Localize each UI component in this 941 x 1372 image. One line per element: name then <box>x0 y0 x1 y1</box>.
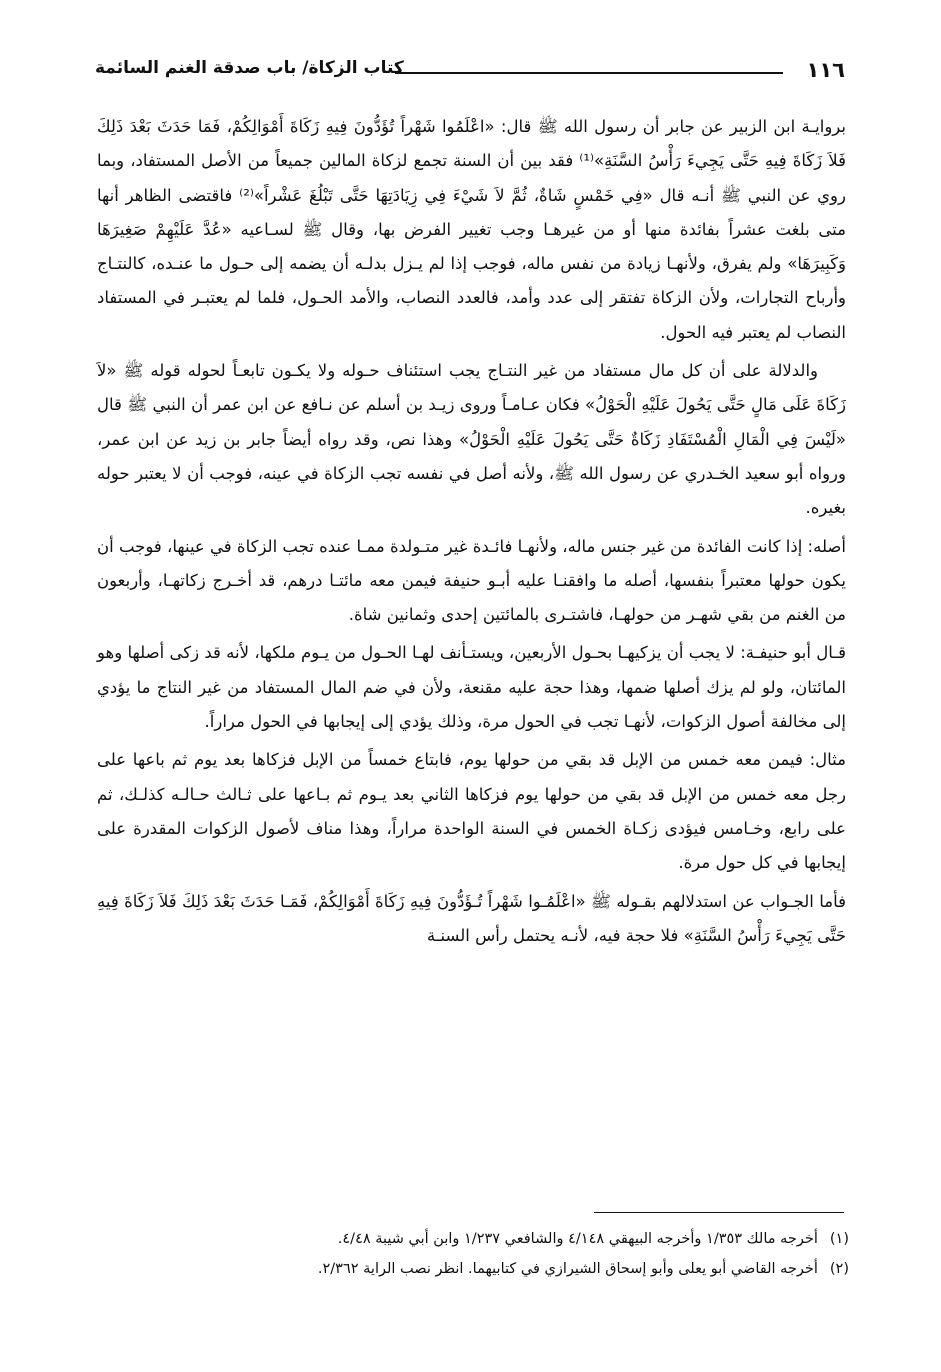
footnotes <box>97 1224 849 1284</box>
main-text <box>97 110 846 953</box>
paragraph-5: مثال: فيمن معه خمس من الإبل قد بقي من حولها يوم، فابتاع خمساً من الإبل فزكاها بعد يوم ثم باعها على رجل معه خمس من الإبل قد بقي من حولها يوم فزكاها الثاني بعد يـوم ثم بـاعها على ثـالث حـالـه كذلـك، ثم على رابع، وخـامس فيؤدى زكـاة الخمس في السنة الواحدة مراراً، وهذا مناف لأصول الزكوات المقدرة على إيجابها في كل حول مرة. <box>97 750 846 873</box>
paragraph-1: بروايـة ابن الزبير عن جابر أن رسول الله ﷺ قال: «اعْلَمُوا شَهْراً تُؤَدُّونَ فِيهِ زَكَاةَ أَمْوَالِكُمْ، فَمَا حَدَثَ بَعْدَ ذَلِكَ فَلاَ زَكَاةَ فِيهِ حَتَّى يَجِيءَ رَأْسُ السَّنَةِ»⁽¹⁾ فقد بين أن السنة تجمع لزكاة المالين جميعاً من الأصل المستفاد، وبما روي عن النبي ﷺ أنـه قال «فِي خَمْسٍ شَاةٌ، ثُمَّ لاَ شَيْءَ فِي زِيَادَتِهَا حَتَّى تَبْلُغَ عَشْراً»⁽²⁾ فاقتضى الظاهر أنها متى بلغت عشراً بفائدة منها أو من غيرهـا وجب تغيير الفرض بها، وقال ﷺ لسـاعيه «عُدَّ عَلَيْهِمْ صَغِيرَهَا وَكَبِيرَهَا» ولم يفرق، ولأنهـا زيادة من نفس ماله، فوجب إذا لم يـزل بدلـه أن يضمه إلى حـول ما عنـده، كالنتـاج وأرباح التجارات، ولأن الزكاة تفتقر إلى عدد وأمد، فالعدد النصاب، والأمد الحـول، فلما لم يعتبـر في المستفاد النصاب لم يعتبر فيه الحول. <box>97 117 846 342</box>
running-header <box>95 58 845 92</box>
paragraph-3: أصله: إذا كانت الفائدة من غير جنس ماله، ولأنهـا فائـدة غير متـولدة ممـا عنده تجب الزكاة في عينها، فوجب أن يكون حولها معتبراً بنفسها، أصله ما وافقنـا عليه أبـو حنيفة فيمن معه مائتـا درهم، قد أخـرج زكاتهـا، وأربعون من الغنم من بقي شهـر من حولهـا، فاشتـرى بالمائتين إحدى وثمانين شاة. <box>97 536 846 625</box>
footnote-separator <box>594 1212 844 1213</box>
footnote-text: أخرجه مالك ١/٣٥٣ وأخرجه البيهقي ٤/١٤٨ والشافعي ١/٢٣٧ وابن أبي شيبة ٤/٤٨. <box>337 1231 818 1247</box>
page-number: ١١٦ <box>806 58 845 82</box>
paragraph-6: فأما الجـواب عن استدلالهم بقـوله ﷺ «اعْلَمُـوا شَهْراً تُـؤَدُّونَ فِيهِ زَكَاةَ أَمْوَالِكُمْ، فَمَـا حَدَثَ بَعْدَ ذَلِكَ فَلاَ زَكَاةَ فِيهِ حَتَّى يَجِيءَ رَأْسُ السَّنَةِ» فلا حجة فيه، لأنـه يحتمل رأس السنـة <box>97 891 846 945</box>
footnote-2 <box>97 1254 849 1284</box>
paragraph-4: قـال أبو حنيفـة: لا يجب أن يزكيهـا بحـول الأربعين، ويستـأنف لهـا الحـول من يـوم ملكها، لأنه قد زكى أصلها وهو المائتان، ولو لم يزك أصلها ضمها، وهذا حجة عليه مقنعة، ولأن في ضم المال المستفاد من غير النتاج ما يؤدي إلى مخالفة أصول الزكوات، لأنهـا تجب في الحول مرة، وذلك يؤدي إلى إيجابها في الحول مراراً. <box>97 643 846 732</box>
header-rule <box>395 72 783 74</box>
footnote-text: أخرجه القاضي أبو يعلى وأبو إسحاق الشيرازي في كتابيهما. انظر نصب الراية ٢/٣٦٢. <box>317 1261 818 1277</box>
footnote-marker: (٢) <box>829 1261 849 1277</box>
footnote-1 <box>97 1224 849 1254</box>
footnote-marker: (١) <box>829 1231 849 1247</box>
paragraph-2: والدلالة على أن كل مال مستفاد من غير النتـاج يجب استئناف حـوله ولا يكـون تابعـاً لحوله قوله ﷺ «لاَ زَكَاةَ عَلَى مَالٍ حَتَّى يَحُولَ عَلَيْهِ الْحَوْلُ» فكان عـامـاً وروى زيـد بن أسلم عن نـافع عن ابن عمر أن النبي ﷺ قال «لَيْسَ فِي الْمَالِ الْمُسْتَفَادِ زَكَاةٌ حَتَّى يَحُولَ عَلَيْهِ الْحَوْلُ» وهذا نص، وقد رواه أيضاً جابر بن زيد عن ابن عمر، ورواه أبو سعيد الخـدري عن رسول الله ﷺ، ولأنه أصل في نفسه تجب الزكاة في عينه، فوجب أن لا يعتبر حوله بغيره. <box>97 361 846 518</box>
running-title: كتاب الزكاة/ باب صدقة الغنم السائمة <box>95 58 404 78</box>
